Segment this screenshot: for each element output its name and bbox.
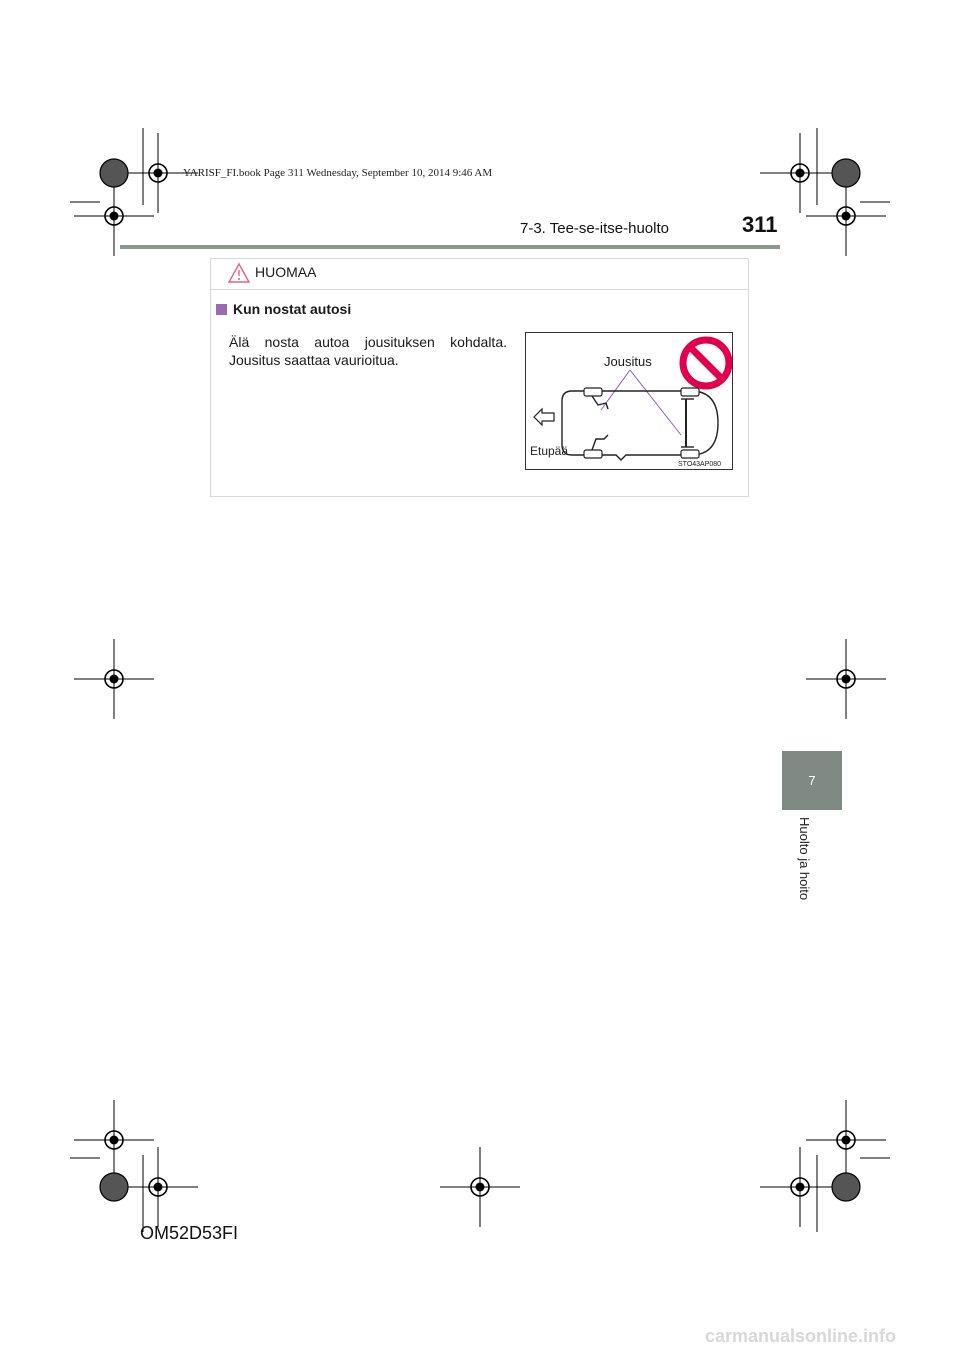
chapter-title: Huolto ja hoito <box>797 817 812 901</box>
section-title: 7-3. Tee-se-itse-huolto <box>520 220 669 237</box>
footer-code: OM52D53FI <box>140 1223 239 1243</box>
header-rule <box>120 245 780 249</box>
page-number: 311 <box>742 212 778 237</box>
car-underside-icon <box>526 333 732 469</box>
subheading-text: Kun nostat autosi <box>233 301 352 317</box>
front-arrow-icon <box>534 409 554 425</box>
figure-code: STO43AP080 <box>678 461 722 468</box>
square-bullet-icon <box>216 304 227 315</box>
chapter-number: 7 <box>808 773 816 788</box>
watermark: carmanualsonline.info <box>705 1326 897 1346</box>
prohibition-icon <box>683 340 729 386</box>
callout-label: Jousitus <box>604 354 652 369</box>
caution-subheading <box>216 301 351 317</box>
front-label: Etupää <box>530 444 569 458</box>
caution-body: Älä nosta autoa jousituksen kohdalta. Jousitus saattaa vaurioitua. <box>229 334 507 368</box>
caution-box <box>210 258 749 497</box>
chapter-tab[interactable] <box>782 751 842 810</box>
warning-icon <box>227 262 251 284</box>
caution-header <box>211 259 748 290</box>
caution-label: HUOMAA <box>255 264 317 280</box>
suspension-figure <box>525 332 733 470</box>
print-info: YARISF_FI.book Page 311 Wednesday, September 10, 2014 9:46 AM <box>183 167 493 179</box>
